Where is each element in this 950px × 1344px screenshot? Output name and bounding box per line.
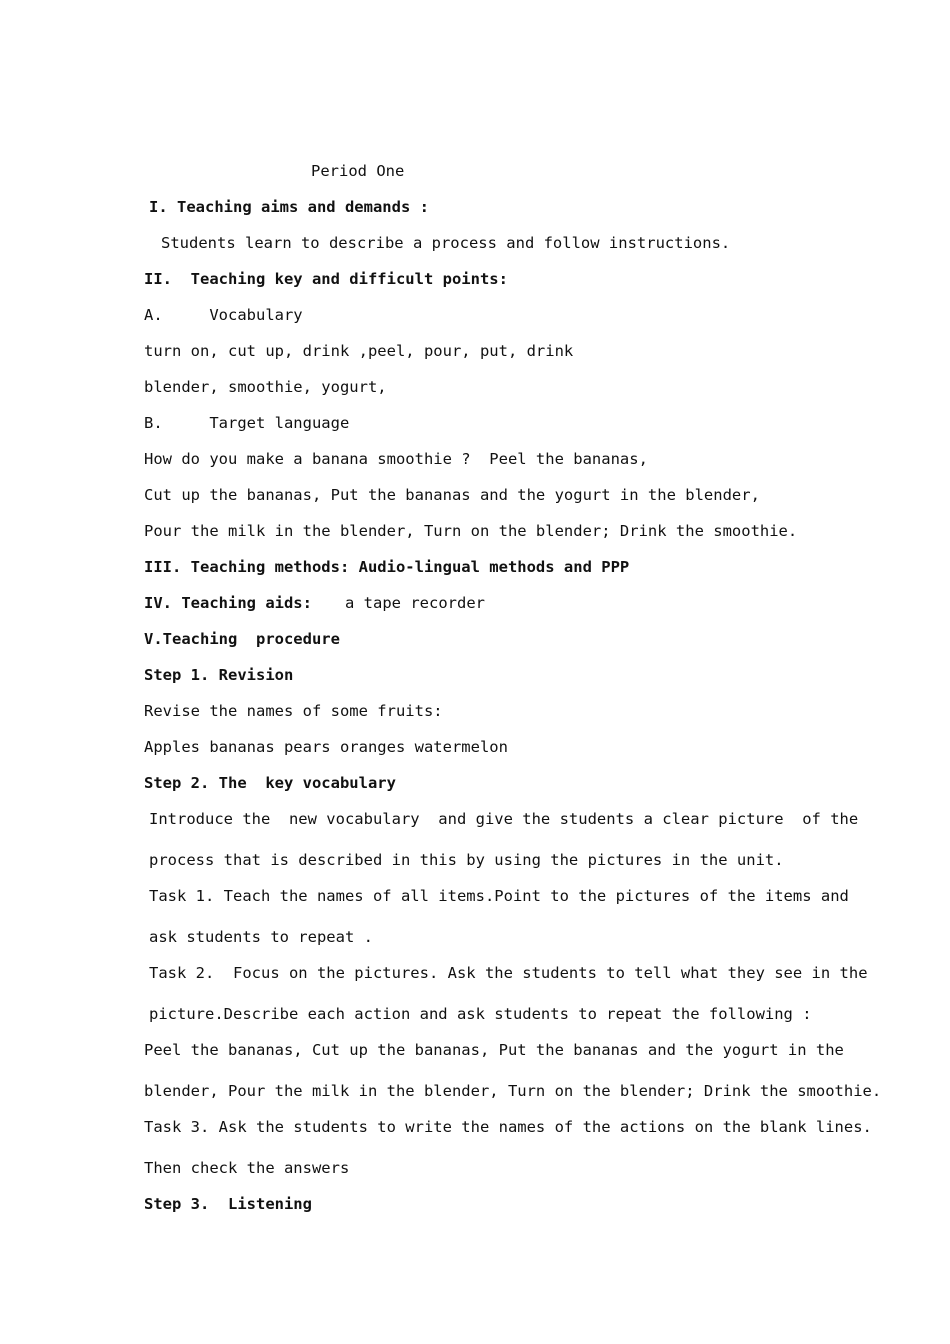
target-language-line-1: How do you make a banana smoothie ? Peel the bananas, <box>144 450 648 468</box>
vocabulary-line-1: turn on, cut up, drink ,peel, pour, put, drink <box>144 342 574 360</box>
step2-intro-line-1: Introduce the new vocabulary and give the students a clear picture of the <box>149 810 859 828</box>
task3-line-1: Task 3. Ask the students to write the names of the actions on the blank lines. <box>144 1118 872 1136</box>
key-points-heading: II. Teaching key and difficult points: <box>144 270 508 288</box>
document-title: Period One <box>311 162 405 180</box>
step1-heading: Step 1. Revision <box>144 666 294 684</box>
step1-line-1: Revise the names of some fruits: <box>144 702 443 720</box>
step1-line-2: Apples bananas pears oranges watermelon <box>144 738 508 756</box>
step2-intro-line-2: process that is described in this by using the pictures in the unit. <box>149 851 784 869</box>
aims-heading: I. Teaching aims and demands : <box>149 198 429 216</box>
task2-line-3: Peel the bananas, Cut up the bananas, Put the bananas and the yogurt in the <box>144 1041 844 1059</box>
step2-heading: Step 2. The key vocabulary <box>144 774 396 792</box>
aims-text: Students learn to describe a process and follow instructions. <box>161 234 731 252</box>
target-language-line-2: Cut up the bananas, Put the bananas and the yogurt in the blender, <box>144 486 760 504</box>
target-language-label: B. Target language <box>144 414 350 432</box>
vocabulary-line-2: blender, smoothie, yogurt, <box>144 378 387 396</box>
task2-line-4: blender, Pour the milk in the blender, Turn on the blender; Drink the smoothie. <box>144 1082 882 1100</box>
task1-line-1: Task 1. Teach the names of all items.Point to the pictures of the items and <box>149 887 849 905</box>
task1-line-2: ask students to repeat . <box>149 928 373 946</box>
aids-text: a tape recorder <box>345 594 485 612</box>
target-language-line-3: Pour the milk in the blender, Turn on the blender; Drink the smoothie. <box>144 522 798 540</box>
methods-heading: III. Teaching methods: Audio-lingual methods and PPP <box>144 558 630 576</box>
aids-heading: IV. Teaching aids: <box>144 594 312 612</box>
task2-line-1: Task 2. Focus on the pictures. Ask the students to tell what they see in the <box>149 964 868 982</box>
step3-heading: Step 3. Listening <box>144 1195 312 1213</box>
task3-line-2: Then check the answers <box>144 1159 350 1177</box>
task2-line-2: picture.Describe each action and ask students to repeat the following : <box>149 1005 812 1023</box>
vocabulary-label: A. Vocabulary <box>144 306 303 324</box>
procedure-heading: V.Teaching procedure <box>144 630 340 648</box>
